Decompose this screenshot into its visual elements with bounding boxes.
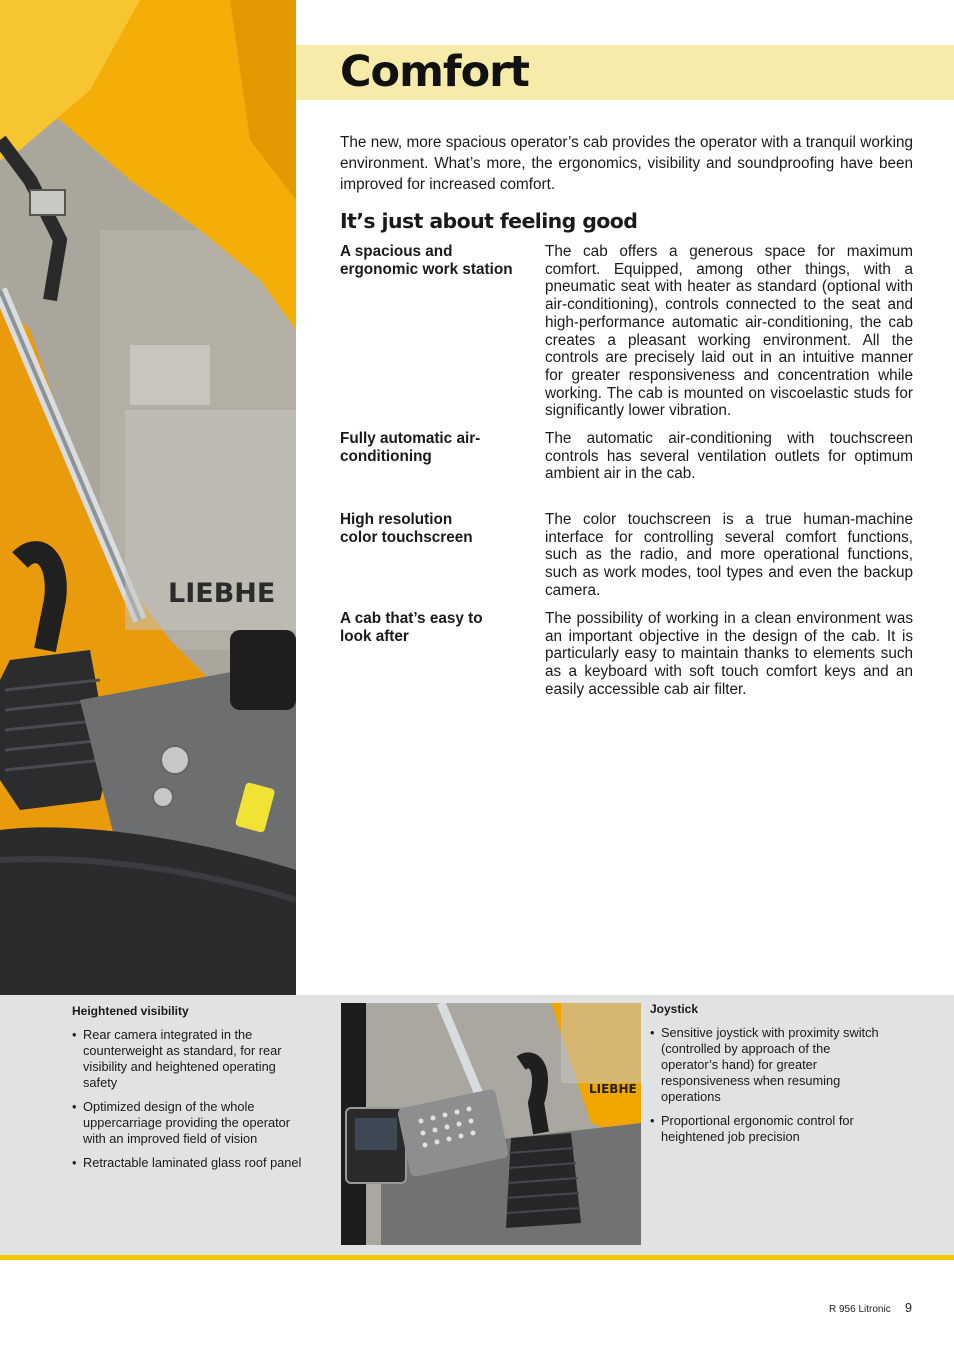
page-title: Comfort bbox=[340, 47, 529, 97]
feature-description: The cab offers a generous space for maximum comfort. Equipped, among other things, with a pneumatic seat with heater as standard (optional with air-conditioning), controls connected to the seat and high-performance automatic air-conditioning, the cab creates a pleasant working environment. All the controls are precisely laid out in an intuitive manner for greater responsiveness and concentration while working. The cab is mounted on viscoelastic studs for significantly lower vibration. bbox=[545, 243, 913, 420]
feature-label: A cab that’s easy to look after bbox=[340, 610, 483, 645]
brand-lettering: LIEBHE bbox=[168, 578, 276, 609]
feature-description: The color touchscreen is a true human-machine interface for controlling several comfort functions, such as the radio, and more operational functions, such as work modes, tool types and even the backup camera. bbox=[545, 511, 913, 599]
feature-label: A spacious and ergonomic work station bbox=[340, 243, 513, 278]
cab-interior-photo bbox=[0, 0, 296, 995]
list-item: • Optimized design of the whole uppercarriage providing the operator with an improved field of vision bbox=[72, 1099, 310, 1147]
joystick-list bbox=[650, 1025, 890, 1153]
feature-label: Fully automatic air-conditioning bbox=[340, 430, 481, 465]
visibility-heading: Heightened visibility bbox=[72, 1004, 189, 1018]
list-item: • Sensitive joystick with proximity switch (controlled by approach of the operator’s hand) for greater responsiveness when resuming operations bbox=[650, 1025, 890, 1105]
footer-model: R 956 Litronic bbox=[829, 1304, 891, 1315]
feature-description: The possibility of working in a clean environment was an important objective in the design of the cab. It is particularly easy to maintain thanks to elements such as a keyboard with soft touch comfort keys and an easily accessible cab air filter. bbox=[545, 610, 913, 698]
joystick-heading: Joystick bbox=[650, 1002, 699, 1016]
list-item: • Rear camera integrated in the counterweight as standard, for rear visibility and heightened operating safety bbox=[72, 1027, 310, 1091]
joystick-photo bbox=[341, 1003, 641, 1245]
section-subheading: It’s just about feeling good bbox=[340, 209, 638, 233]
list-item: • Retractable laminated glass roof panel bbox=[72, 1155, 310, 1171]
page-number: 9 bbox=[905, 1301, 912, 1315]
joystick-photo-illustration bbox=[341, 1003, 641, 1245]
feature-description: The automatic air-conditioning with touchscreen controls has several ventilation outlets for optimum ambient air in the cab. bbox=[545, 430, 913, 483]
intro-paragraph: The new, more spacious operator’s cab provides the operator with a tranquil working environment. What’s more, the ergonomics, visibility and soundproofing have been improved for increased comfort. bbox=[340, 134, 913, 193]
footer-rule bbox=[0, 1255, 954, 1260]
brand-lettering: LIEBHE bbox=[589, 1082, 637, 1096]
list-item: • Proportional ergonomic control for heightened job precision bbox=[650, 1113, 890, 1145]
cab-photo-illustration bbox=[0, 0, 296, 995]
visibility-list bbox=[72, 1027, 310, 1179]
feature-label: High resolution color touchscreen bbox=[340, 511, 473, 546]
